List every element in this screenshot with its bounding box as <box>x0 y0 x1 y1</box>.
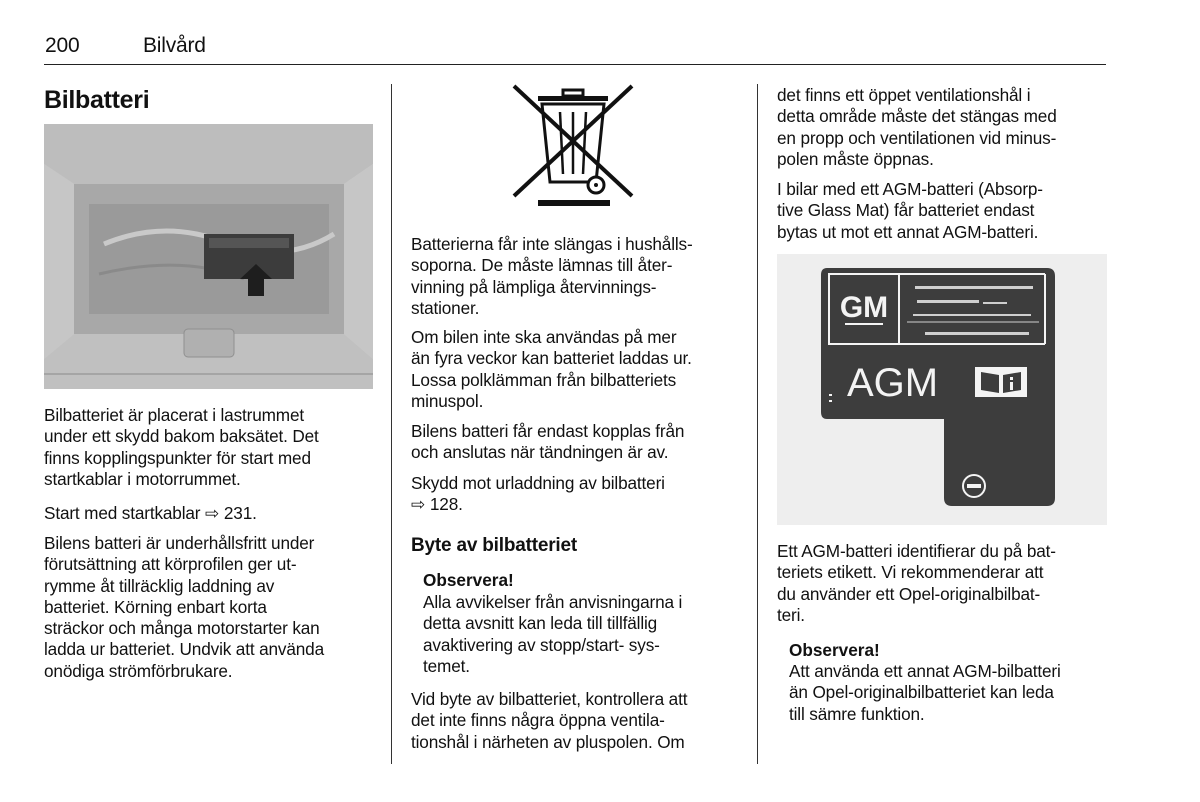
page-header <box>45 34 206 58</box>
note-heading-agm: Observera! <box>789 640 880 660</box>
column-divider-1 <box>391 84 392 764</box>
paragraph-agm-replacement: I bilar med ett AGM-batteri (Absorp- tive Glass Mat) får batteriet endast bytas ut mot ett annat AGM-batteri. <box>777 179 1043 242</box>
paragraph-disconnect: Bilens batteri får endast kopplas från och anslutas när tändningen är av. <box>411 421 685 463</box>
agm-battery-label-photo <box>777 254 1107 525</box>
subsection-title: Byte av bilbatteriet <box>411 535 577 556</box>
chapter-title: Bilvård <box>143 34 206 57</box>
paragraph-battery-location: Bilbatteriet är placerat i lastrummet under ett skydd bakom baksätet. Det finns kopplingspunkter för start med startkablar i motorrummet. <box>44 405 319 489</box>
note-text: Alla avvikelser från anvisningarna i detta avsnitt kan leda till tillfällig avaktivering av stopp/start- sys- temet. <box>423 592 683 676</box>
paragraph-long-storage: Om bilen inte ska användas på mer än fyra veckor kan batteriet laddas ur. Lossa polklämman från bilbatteriets minuspol. <box>411 327 692 411</box>
paragraph-maintenance-free: Bilens batteri är underhållsfritt under förutsättning att körprofilen ger ut- rymme åt tillräcklig laddning av batteriet. Körning enbart korta sträckor och många motorstarter kan ladda ur batteriet. Undvik att använda onödiga strömförbrukare. <box>44 533 324 681</box>
page-number: 200 <box>45 34 80 57</box>
column-divider-2 <box>757 84 758 764</box>
note-heading: Observera! <box>423 570 514 590</box>
section-title: Bilbatteri <box>44 86 150 114</box>
gm-logo-text: GM <box>839 291 889 324</box>
trunk-battery-photo <box>44 124 373 389</box>
paragraph-disposal: Batterierna får inte slängas i hushålls- soporna. De måste lämnas till åter- vinning på lämpliga återvinnings- stationer. <box>411 234 693 318</box>
header-rule <box>44 64 1106 65</box>
note-text-agm: Att använda ett annat AGM-bilbatteri än Opel-originalbilbatteriet kan leda till sämre funktion. <box>789 661 1061 724</box>
paragraph-vent-hole: det finns ett öppet ventilationshål i detta område måste det stängas med en propp och ventilationen vid minus- polen måste öppnas. <box>777 85 1057 169</box>
paragraph-replacement-check: Vid byte av bilbatteriet, kontrollera att det inte finns några öppna ventila- tionshål i närheten av pluspolen. Om <box>411 689 688 752</box>
agm-label-text: AGM <box>847 361 939 405</box>
paragraph-jump-start-ref: Start med startkablar ⇨ 231. <box>44 503 257 523</box>
paragraph-discharge-protection-ref: Skydd mot urladdning av bilbatteri ⇨ 128. <box>411 473 665 515</box>
recycling-bin-crossed-icon <box>508 82 638 207</box>
paragraph-agm-identify: Ett AGM-batteri identifierar du på bat- teriets etikett. Vi rekommenderar att du använder ett Opel-originalbilbat- teri. <box>777 541 1056 625</box>
